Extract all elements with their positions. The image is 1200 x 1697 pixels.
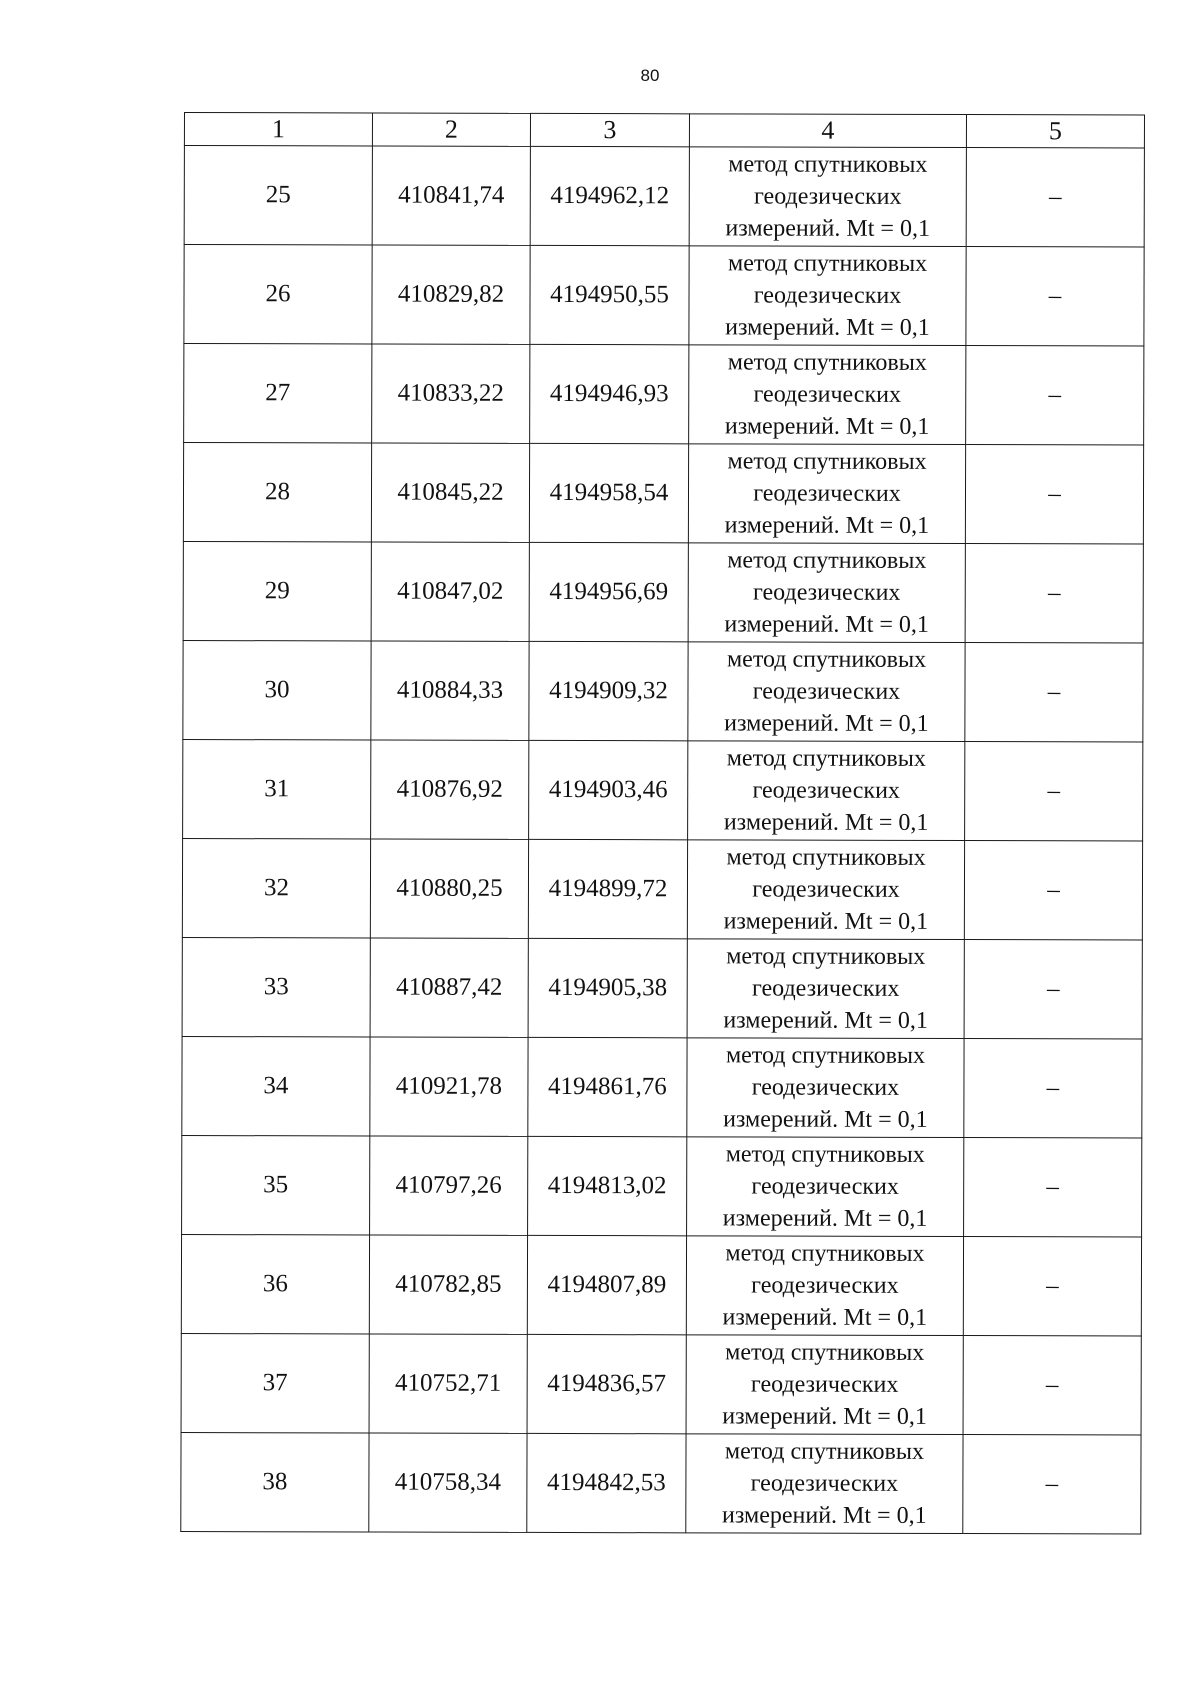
- column-header: 5: [966, 115, 1144, 148]
- method-line: измерений. Mt = 0,1: [724, 611, 929, 638]
- method-line: геодезических: [753, 282, 902, 309]
- method-line: геодезических: [751, 1173, 899, 1200]
- table-body: [181, 146, 1145, 1535]
- method-line: метод спутниковых: [726, 844, 926, 871]
- method-line: геодезических: [752, 777, 900, 804]
- x-coordinate-cell: 410880,25: [370, 839, 528, 938]
- note-cell: –: [965, 544, 1143, 643]
- x-coordinate-cell: 410797,26: [370, 1136, 528, 1235]
- method-line: метод спутниковых: [725, 1141, 925, 1168]
- method-line: метод спутниковых: [725, 1339, 925, 1366]
- method-line: метод спутниковых: [726, 646, 927, 673]
- point-number-cell: 28: [183, 443, 371, 542]
- point-number-cell: 34: [182, 1036, 370, 1135]
- method-cell: [688, 741, 965, 841]
- method-line: геодезических: [754, 183, 902, 210]
- method-line: метод спутниковых: [725, 1240, 925, 1267]
- y-coordinate-cell: 4194956,69: [529, 542, 688, 641]
- method-line: геодезических: [751, 1272, 899, 1299]
- y-coordinate-cell: 4194958,54: [529, 443, 688, 542]
- note-cell: –: [966, 148, 1144, 247]
- method-line: измерений. Mt = 0,1: [722, 1403, 927, 1430]
- method-line: измерений. Mt = 0,1: [723, 809, 929, 836]
- method-line: метод спутниковых: [726, 943, 926, 970]
- x-coordinate-cell: 410921,78: [370, 1037, 528, 1136]
- point-number-cell: 30: [183, 640, 371, 739]
- note-cell: –: [965, 742, 1143, 841]
- table-row: [183, 739, 1143, 841]
- method-line: измерений. Mt = 0,1: [723, 908, 929, 935]
- table-row: [184, 344, 1144, 446]
- table-row: [184, 146, 1144, 248]
- method-cell: [687, 840, 964, 940]
- table-row: [182, 937, 1142, 1039]
- x-coordinate-cell: 410847,02: [371, 542, 529, 641]
- x-coordinate-cell: 410887,42: [370, 938, 528, 1037]
- y-coordinate-cell: 4194842,53: [527, 1433, 686, 1532]
- method-cell: [687, 1137, 964, 1237]
- point-number-cell: 33: [182, 937, 370, 1036]
- y-coordinate-cell: 4194909,32: [529, 641, 688, 740]
- x-coordinate-cell: 410833,22: [372, 344, 530, 443]
- method-cell: [686, 1335, 963, 1435]
- method-line: измерений. Mt = 0,1: [724, 710, 929, 737]
- column-header: 2: [372, 113, 530, 146]
- x-coordinate-cell: 410758,34: [369, 1433, 527, 1532]
- method-line: измерений. Mt = 0,1: [722, 1205, 928, 1232]
- y-coordinate-cell: 4194807,89: [527, 1235, 686, 1334]
- x-coordinate-cell: 410782,85: [369, 1235, 527, 1334]
- table-header-row: [184, 113, 1144, 149]
- x-coordinate-cell: 410845,22: [371, 443, 529, 542]
- method-line: геодезических: [750, 1371, 899, 1398]
- method-line: геодезических: [751, 1074, 900, 1101]
- method-line: метод спутниковых: [727, 448, 927, 475]
- method-cell: [686, 1434, 963, 1534]
- method-cell: [688, 444, 965, 544]
- method-cell: [688, 543, 965, 643]
- note-cell: –: [963, 1336, 1141, 1435]
- method-line: метод спутниковых: [724, 1438, 925, 1465]
- column-header: 3: [530, 113, 689, 146]
- method-line: геодезических: [750, 1470, 899, 1497]
- method-line: геодезических: [752, 876, 900, 903]
- method-cell: [687, 939, 964, 1039]
- note-cell: –: [966, 247, 1144, 346]
- note-cell: –: [965, 643, 1143, 742]
- point-number-cell: 27: [184, 344, 372, 443]
- method-cell: [686, 1236, 963, 1336]
- method-cell: [687, 1038, 964, 1138]
- column-header: 4: [689, 114, 966, 148]
- y-coordinate-cell: 4194903,46: [529, 740, 688, 839]
- point-number-cell: 38: [181, 1432, 369, 1531]
- table-row: [183, 640, 1143, 742]
- method-line: измерений. Mt = 0,1: [725, 314, 930, 341]
- method-line: измерений. Mt = 0,1: [722, 1304, 928, 1331]
- coordinates-table: [180, 112, 1145, 1535]
- note-cell: –: [964, 940, 1142, 1039]
- table-row: [182, 838, 1142, 940]
- y-coordinate-cell: 4194946,93: [530, 344, 689, 443]
- point-number-cell: 32: [182, 838, 370, 937]
- method-cell: [689, 345, 966, 445]
- point-number-cell: 31: [183, 739, 371, 838]
- y-coordinate-cell: 4194899,72: [528, 839, 687, 938]
- x-coordinate-cell: 410752,71: [369, 1334, 527, 1433]
- y-coordinate-cell: 4194836,57: [527, 1334, 686, 1433]
- method-line: измерений. Mt = 0,1: [724, 512, 930, 539]
- method-line: геодезических: [751, 975, 900, 1002]
- method-cell: [689, 246, 966, 346]
- note-cell: –: [966, 346, 1144, 445]
- x-coordinate-cell: 410829,82: [372, 245, 530, 344]
- note-cell: –: [964, 841, 1142, 940]
- y-coordinate-cell: 4194813,02: [528, 1136, 687, 1235]
- method-line: геодезических: [752, 678, 901, 705]
- x-coordinate-cell: 410884,33: [371, 641, 529, 740]
- method-line: геодезических: [753, 480, 901, 507]
- y-coordinate-cell: 4194905,38: [528, 938, 687, 1037]
- note-cell: –: [963, 1435, 1141, 1534]
- method-line: измерений. Mt = 0,1: [725, 215, 931, 242]
- method-line: измерений. Mt = 0,1: [722, 1502, 927, 1529]
- note-cell: –: [963, 1237, 1141, 1336]
- method-line: метод спутниковых: [726, 745, 926, 772]
- x-coordinate-cell: 410841,74: [372, 146, 530, 245]
- point-number-cell: 25: [184, 146, 372, 245]
- y-coordinate-cell: 4194861,76: [528, 1037, 687, 1136]
- column-header: 1: [184, 113, 372, 146]
- point-number-cell: 26: [184, 245, 372, 344]
- method-line: измерений. Mt = 0,1: [723, 1007, 928, 1034]
- note-cell: –: [965, 445, 1143, 544]
- table-row: [181, 1333, 1141, 1435]
- note-cell: –: [964, 1039, 1142, 1138]
- method-line: геодезических: [753, 381, 902, 408]
- table-row: [181, 1432, 1141, 1534]
- point-number-cell: 36: [181, 1234, 369, 1333]
- table-row: [182, 1036, 1142, 1138]
- method-line: метод спутниковых: [725, 1042, 926, 1069]
- point-number-cell: 37: [181, 1333, 369, 1432]
- table-row: [183, 443, 1143, 545]
- table-row: [181, 1234, 1141, 1336]
- method-line: метод спутниковых: [727, 547, 927, 574]
- table-row: [182, 1135, 1142, 1237]
- x-coordinate-cell: 410876,92: [371, 740, 529, 839]
- method-line: метод спутниковых: [727, 349, 927, 376]
- method-cell: [689, 147, 966, 247]
- method-cell: [688, 642, 965, 742]
- note-cell: –: [964, 1138, 1142, 1237]
- method-line: метод спутниковых: [728, 250, 928, 277]
- method-line: метод спутниковых: [728, 151, 928, 178]
- point-number-cell: 29: [183, 541, 371, 640]
- y-coordinate-cell: 4194950,55: [530, 245, 689, 344]
- table-row: [183, 541, 1143, 643]
- method-line: геодезических: [752, 579, 901, 606]
- method-line: измерений. Mt = 0,1: [723, 1106, 928, 1133]
- table-row: [184, 245, 1144, 347]
- method-line: измерений. Mt = 0,1: [724, 413, 930, 440]
- point-number-cell: 35: [182, 1135, 370, 1234]
- page-number: 80: [640, 66, 660, 85]
- y-coordinate-cell: 4194962,12: [530, 146, 689, 245]
